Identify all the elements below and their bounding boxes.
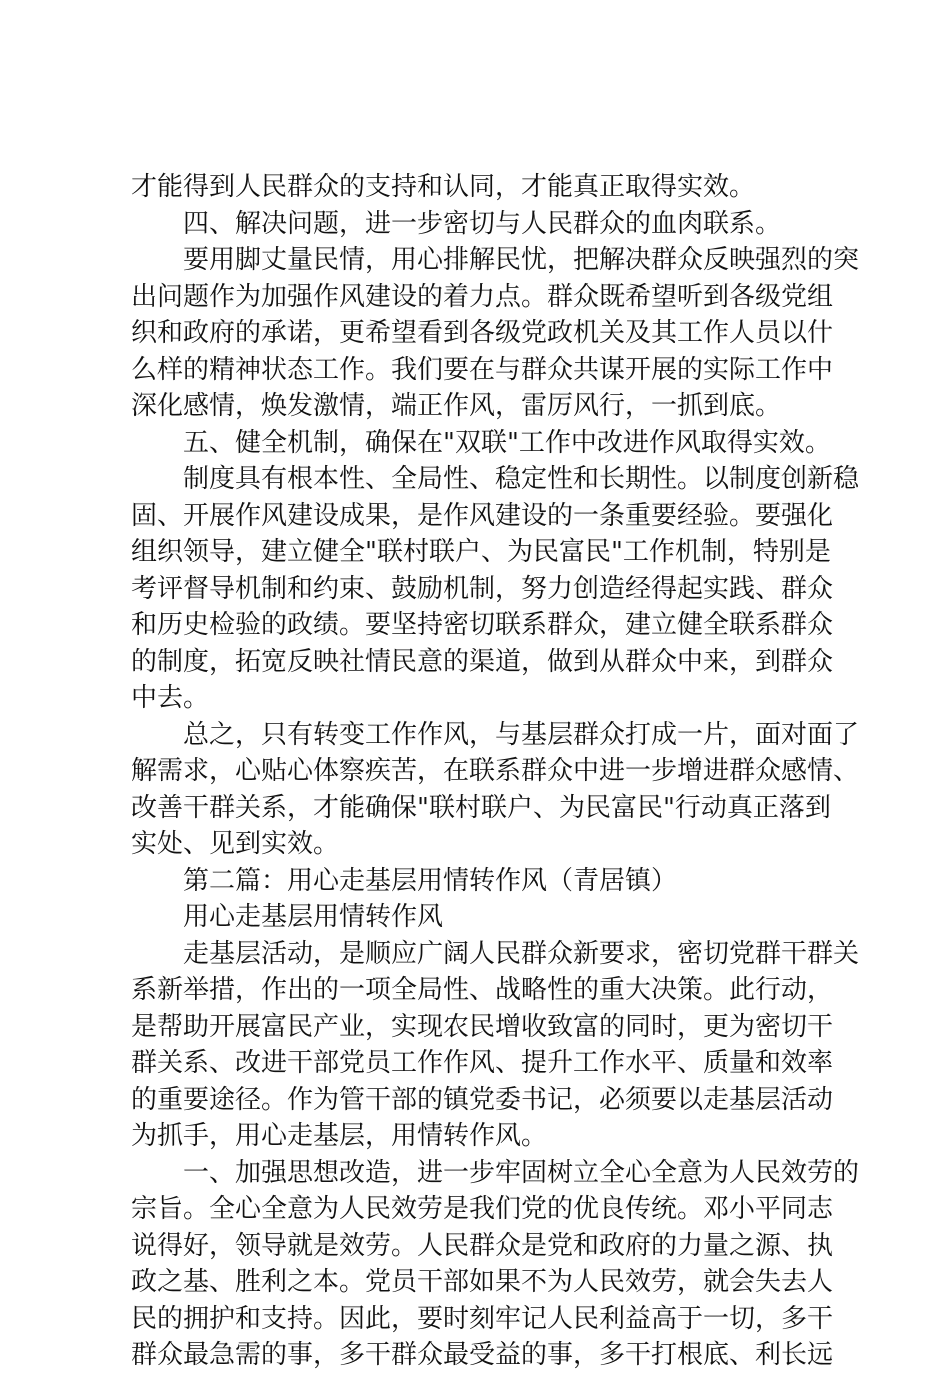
text-line: 走基层活动，是顺应广阔人民群众新要求，密切党群干群关 [183, 938, 860, 969]
text-line: 制度具有根本性、全局性、稳定性和长期性。以制度创新稳 [183, 464, 860, 494]
section-heading: 五、健全机制，确保在"双联"工作中改进作风取得实效。 [183, 427, 831, 458]
chapter-title: 第二篇：用心走基层用情转作风（青居镇） [183, 865, 678, 896]
text-line: 和历史检验的政绩。要坚持密切联系群众，建立健全联系群众 [131, 610, 834, 640]
text-line: 中去。 [131, 683, 210, 713]
text-line: 实处、见到实效。 [131, 829, 340, 859]
document-body [131, 169, 860, 1374]
text-line: 政之基、胜利之本。党员干部如果不为人民效劳，就会失去人 [131, 1267, 834, 1297]
section-heading: 四、解决问题，进一步密切与人民群众的血肉联系。 [183, 208, 782, 239]
text-line: 才能得到人民群众的支持和认同，才能真正取得实效。 [131, 172, 756, 202]
text-line: 解需求，心贴心体察疾苦，在联系群众中进一步增进群众感情、 [131, 756, 860, 786]
text-line: 是帮助开展富民产业，实现农民增收致富的同时，更为密切干 [131, 1011, 834, 1042]
text-line: 要用脚丈量民情，用心排解民忧，把解决群众反映强烈的突 [183, 245, 860, 275]
text-line: 群关系、改进干部党员工作作风、提升工作水平、质量和效率 [131, 1048, 834, 1078]
text-line: 系新举措，作出的一项全局性、战略性的重大决策。此行动， [131, 975, 834, 1005]
text-line: 总之，只有转变工作作风，与基层群众打成一片，面对面了 [183, 719, 860, 750]
text-line: 组织领导，建立健全"联村联户、为民富民"工作机制，特别是 [131, 537, 831, 567]
text-line: 织和政府的承诺，更希望看到各级党政机关及其工作人员以什 [131, 318, 834, 348]
text-line: 宗旨。全心全意为人民效劳是我们党的优良传统。邓小平同志 [131, 1194, 834, 1224]
text-line: 么样的精神状态工作。我们要在与群众共谋开展的实际工作中 [131, 354, 834, 385]
text-line: 出问题作为加强作风建设的着力点。群众既希望听到各级党组 [131, 281, 834, 312]
text-line: 群众最急需的事，多干群众最受益的事，多干打根底、利长远 [131, 1340, 834, 1370]
section-heading: 一、加强思想改造，进一步牢固树立全心全意为人民效劳的 [183, 1157, 860, 1188]
text-line: 的重要途径。作为管干部的镇党委书记，必须要以走基层活动 [131, 1084, 834, 1115]
text-line: 改善干群关系，才能确保"联村联户、为民富民"行动真正落到 [131, 792, 831, 823]
text-line: 固、开展作风建设成果，是作风建设的一条重要经验。要强化 [131, 500, 834, 531]
article-title: 用心走基层用情转作风 [183, 902, 444, 932]
text-line: 深化感情，焕发激情，端正作风，雷厉风行，一抓到底。 [131, 391, 782, 421]
text-line: 为抓手，用心走基层，用情转作风。 [131, 1121, 548, 1151]
text-line: 的制度，拓宽反映社情民意的渠道，做到从群众中来，到群众 [131, 646, 834, 677]
text-line: 考评督导机制和约束、鼓励机制，努力创造经得起实践、群众 [131, 573, 834, 604]
text-line: 民的拥护和支持。因此，要时刻牢记人民利益高于一切，多干 [131, 1303, 834, 1334]
text-line: 说得好，领导就是效劳。人民群众是党和政府的力量之源、执 [131, 1230, 834, 1261]
